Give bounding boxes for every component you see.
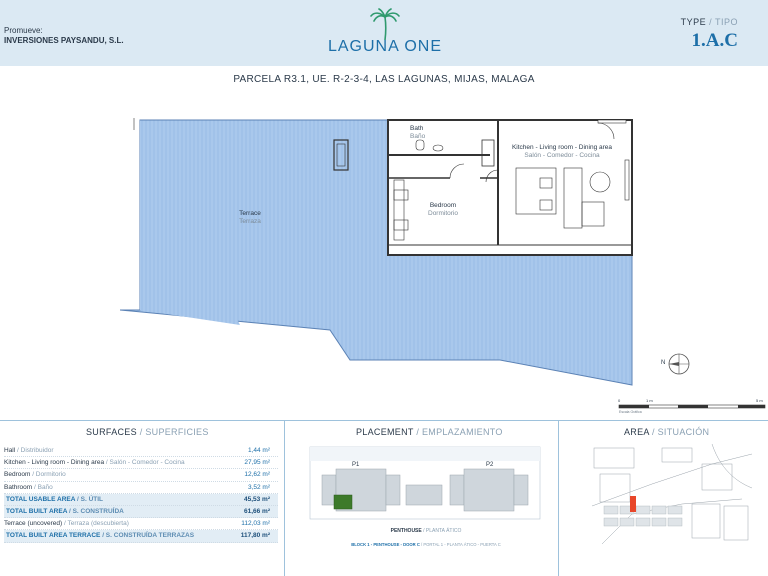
surface-value: 1,44 m²	[247, 447, 270, 454]
surface-value: 12,62 m²	[244, 471, 270, 479]
placement-p1: P1	[352, 462, 360, 468]
scale-tick-1: 1 m	[646, 398, 653, 403]
surface-name-en: Kitchen - Living room - Dining area	[4, 459, 105, 467]
surface-total-row	[4, 530, 278, 542]
surface-name-es: / S. CONSTRUÍDA	[68, 507, 124, 515]
surface-name-es: / Terraza (descubierta)	[63, 520, 129, 528]
scale-caption: Escala Gráfica	[619, 410, 642, 414]
surface-name	[4, 469, 66, 481]
surface-name-es: / Baño	[34, 483, 53, 491]
surface-total-row	[4, 494, 278, 506]
placement-title-es: / EMPLAZAMIENTO	[416, 427, 503, 437]
surface-name-en: Bathroom	[4, 483, 33, 491]
floor-en: PENTHOUSE	[390, 528, 422, 534]
laguna-one-logo	[310, 8, 460, 60]
placement-title-en: PLACEMENT	[356, 427, 414, 437]
area-title-es: / SITUACIÓN	[652, 427, 710, 437]
type-value: 1.A.C	[691, 30, 738, 51]
logo-text: LAGUNA ONE	[327, 38, 443, 55]
palm-tree-icon	[310, 8, 460, 40]
surface-row	[4, 457, 278, 469]
compass-icon	[667, 352, 697, 376]
surface-name-es: / Distribuidor	[17, 447, 54, 454]
bath-label	[410, 125, 440, 141]
placement-p2: P2	[486, 462, 494, 468]
situation-map-graphic	[592, 444, 752, 548]
surface-name-es: / S. ÚTIL	[77, 495, 104, 503]
panel-divider-2	[558, 420, 559, 576]
bath-name: Bath	[410, 125, 424, 132]
placement-title	[356, 427, 503, 437]
scale-tick-5: 5 m	[756, 398, 763, 403]
surface-value: 61,66 m²	[243, 507, 270, 515]
surface-name-en: TOTAL USABLE AREA	[6, 495, 76, 503]
surface-name-en: TOTAL BUILT AREA TERRACE	[6, 532, 101, 540]
panel-divider-1	[284, 420, 285, 576]
surface-row	[4, 518, 278, 530]
surface-name-en: TOTAL BUILT AREA	[6, 507, 68, 515]
type-label-en: TYPE	[680, 17, 707, 27]
area-title	[624, 427, 709, 437]
block-es: / PORTAL 1 - PLANTA ÁTICO - PUERTA C	[421, 542, 501, 547]
block-line	[288, 542, 564, 547]
surface-name	[4, 445, 54, 457]
surface-name	[4, 457, 185, 469]
terrace-label	[220, 210, 280, 226]
floor-es: / PLANTA ÁTICO	[423, 528, 462, 534]
type-label-es: / TIPO	[709, 17, 738, 27]
kitchen-name: Kitchen - Living room - Dining area	[511, 144, 613, 151]
surface-row	[4, 469, 278, 481]
section-divider	[0, 420, 768, 421]
surface-total-row	[4, 506, 278, 518]
scale-tick-0: 0	[618, 398, 621, 403]
bedroom-label	[414, 202, 472, 218]
surfaces-title	[86, 427, 209, 437]
area-location-marker	[630, 496, 636, 512]
surfaces-title-es: / SUPERFICIES	[139, 427, 209, 437]
surface-name-en: Terrace (uncovered)	[4, 520, 63, 528]
surface-name-en: Hall	[4, 447, 16, 454]
north-arrow	[661, 352, 691, 376]
surface-value: 27,95 m²	[244, 459, 270, 467]
kitchen-label	[502, 144, 622, 160]
type-label	[681, 17, 738, 27]
bedroom-name-es: Dormitorio	[428, 210, 458, 217]
bedroom-name: Bedroom	[429, 202, 457, 209]
header-band	[0, 0, 768, 66]
area-title-en: AREA	[624, 427, 650, 437]
surface-name-es: / Salón - Comedor - Cocina	[105, 459, 185, 467]
selected-unit	[334, 495, 352, 509]
surface-name-es: / S. CONSTRUÍDA TERRAZAS	[102, 532, 195, 540]
north-label: N	[661, 360, 666, 366]
surface-row	[4, 482, 278, 494]
promoter-label: Promueve:	[4, 26, 43, 35]
surface-name	[4, 518, 129, 530]
area-map	[592, 444, 752, 548]
surface-value: 117,80 m²	[240, 532, 270, 540]
floor-line	[288, 528, 564, 534]
surface-name	[4, 482, 53, 494]
surfaces-table	[4, 445, 278, 543]
floor-plan	[120, 110, 640, 410]
terrace-name: Terrace	[239, 210, 261, 217]
promoter-name: INVERSIONES PAYSANDU, S.L.	[4, 36, 124, 45]
terrace-name-es: Terraza	[239, 218, 261, 225]
surface-name	[6, 506, 124, 518]
surface-value: 112,03 m²	[241, 520, 270, 528]
surface-name	[6, 494, 103, 506]
surface-name-en: Bedroom	[4, 471, 31, 479]
block-en: BLOCK 1 - PENTHOUSE - DOOR C	[351, 542, 420, 547]
surface-name	[6, 530, 194, 542]
bath-name-es: Baño	[410, 133, 426, 140]
surface-row	[4, 445, 278, 457]
surface-value: 45,53 m²	[243, 495, 270, 503]
surface-name-es: / Dormitorio	[32, 471, 66, 479]
surface-value: 3,52 m²	[247, 483, 270, 491]
address: PARCELA R3.1, UE. R-2-3-4, LAS LAGUNAS, MIJAS, MALAGA	[233, 74, 535, 85]
kitchen-name-es: Salón - Comedor - Cocina	[524, 152, 600, 159]
scale-bar	[618, 398, 768, 418]
surfaces-title-en: SURFACES	[86, 427, 137, 437]
building-placement-graphic	[300, 445, 550, 525]
